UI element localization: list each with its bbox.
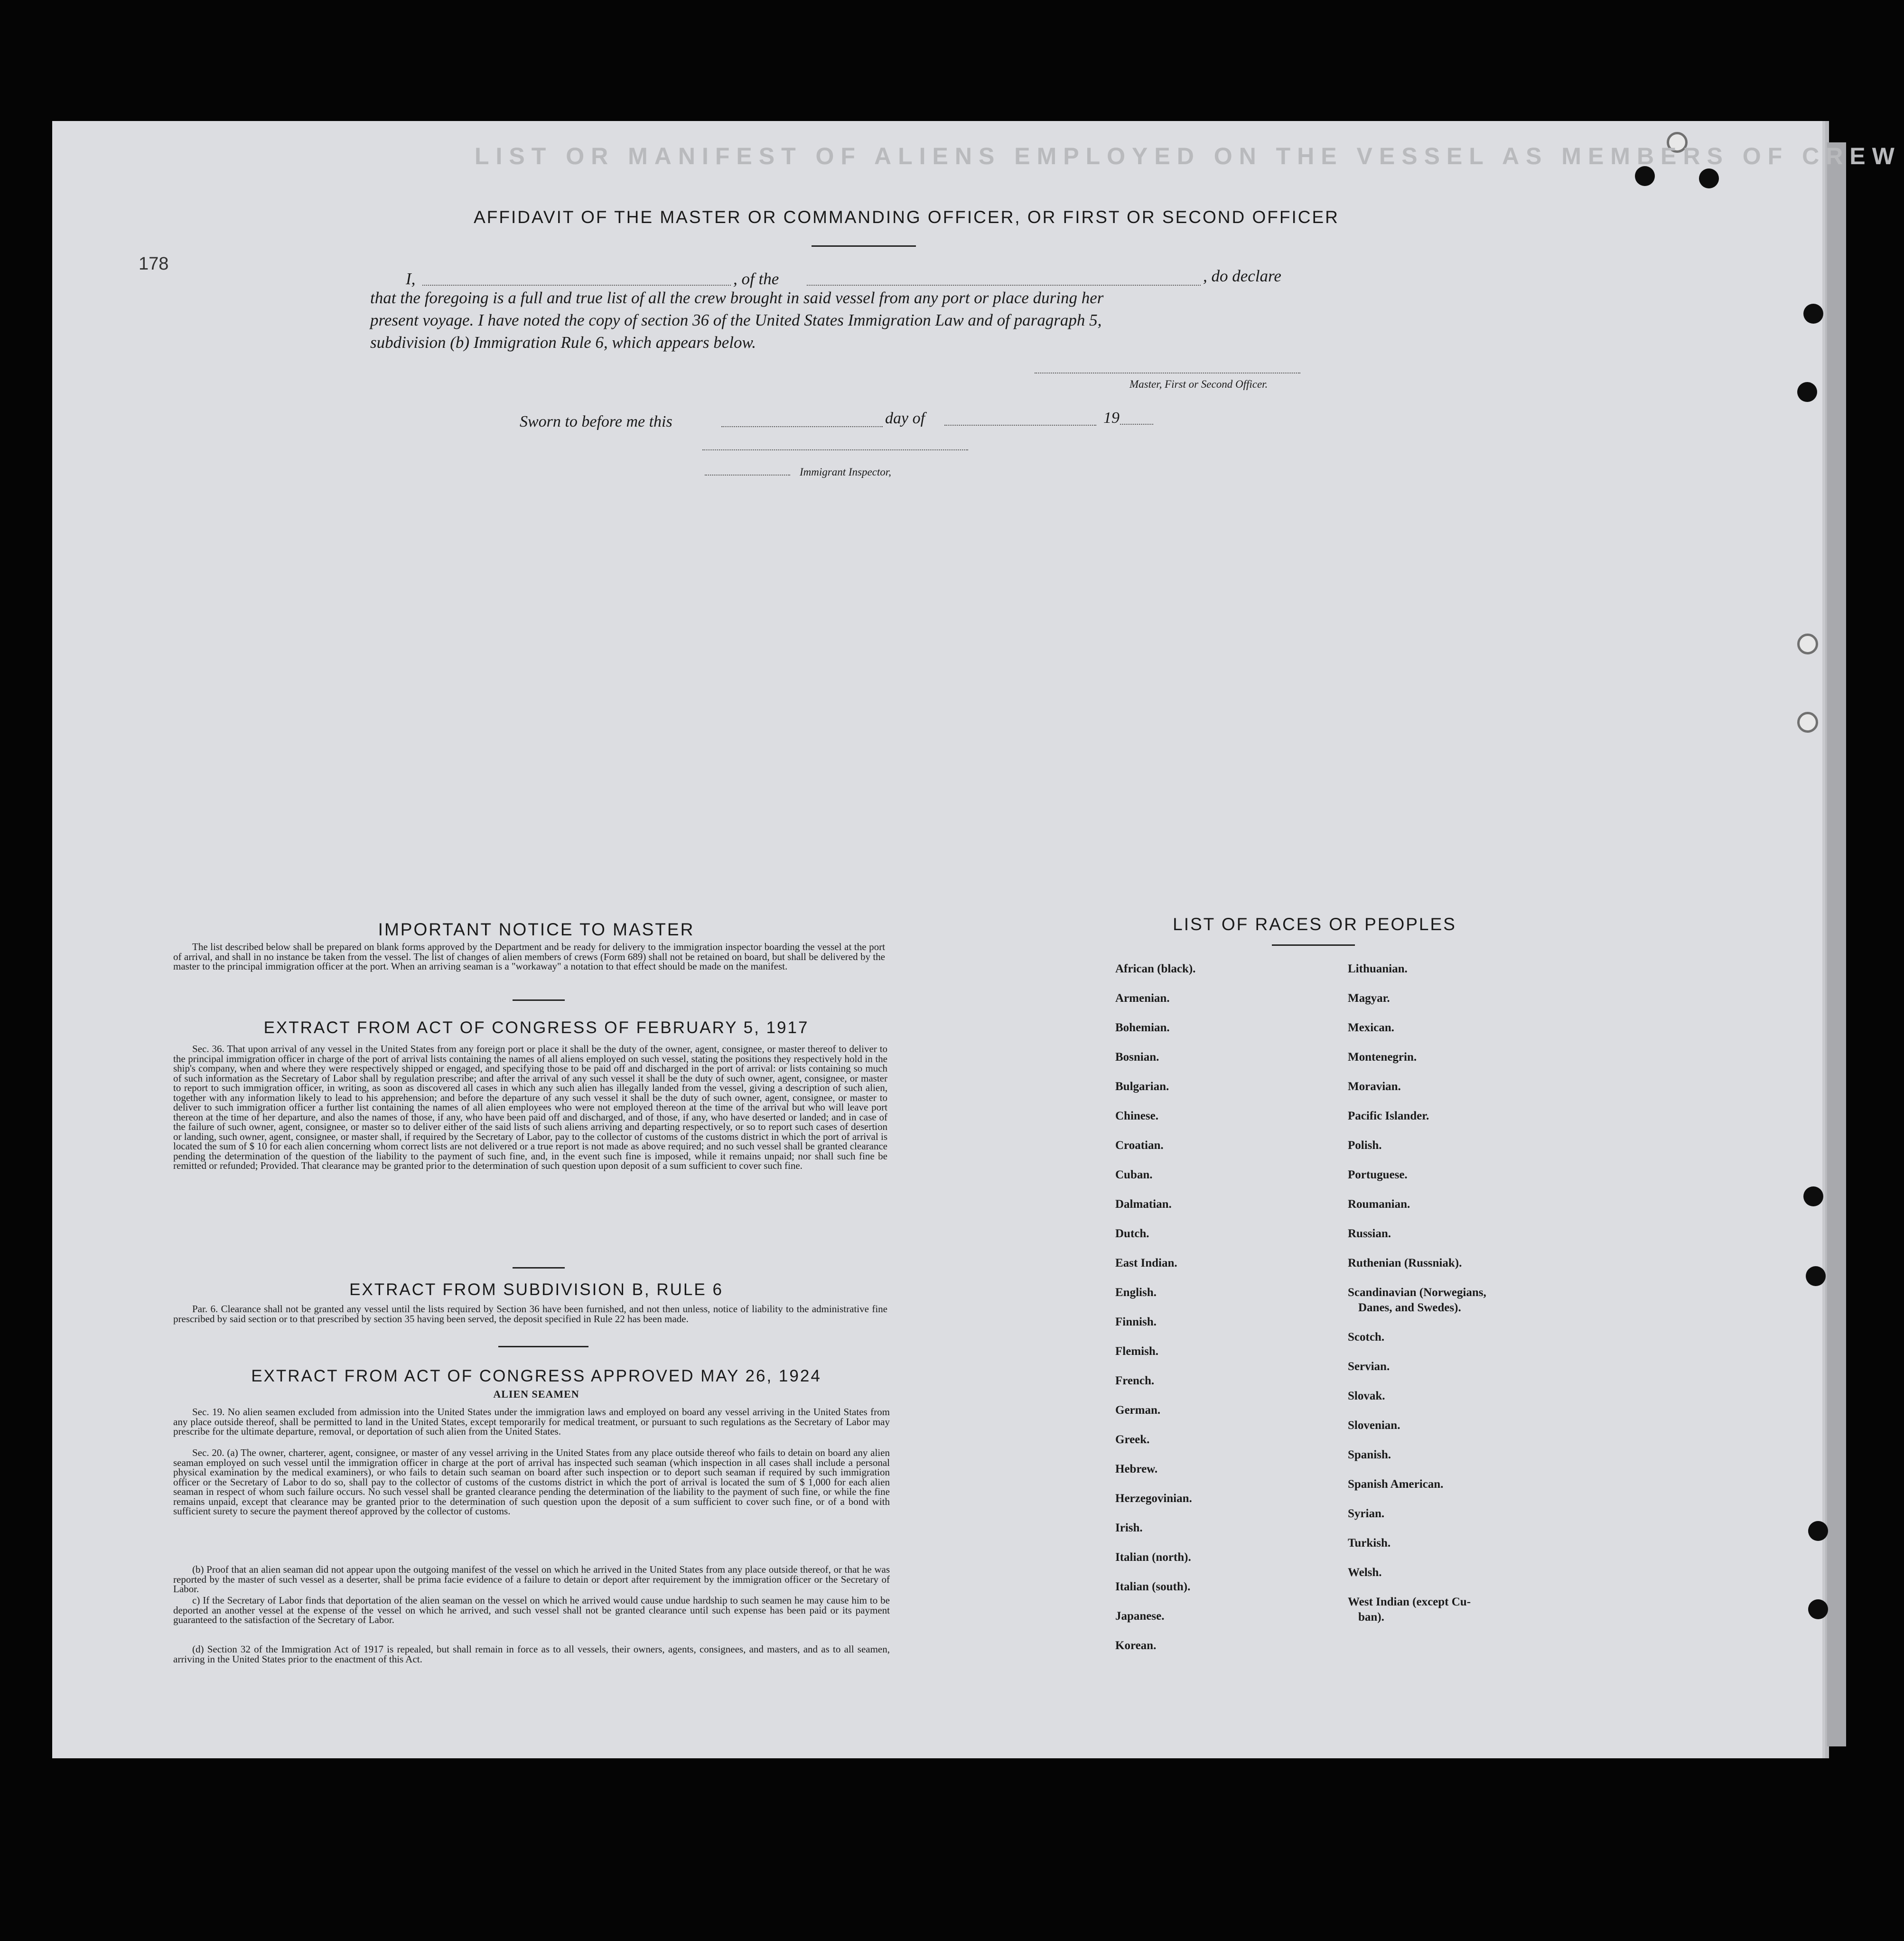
binder-hole [1797, 382, 1817, 402]
extract-rule6-text: Par. 6. Clearance shall not be granted any vessel until the lists required by Section 36 have been furnished, and not then unless, notice of liability to the administrative fine prescribed by said section or to that prescribed by section 35 having been served, the deposit specified in Rule 22 has been made. [173, 1303, 887, 1325]
race-item: Hebrew. [1115, 1463, 1158, 1475]
sworn-year-field[interactable] [1120, 424, 1153, 425]
affidavit-title-rule [812, 245, 916, 247]
race-item: East Indian. [1115, 1257, 1177, 1269]
race-item: Moravian. [1348, 1080, 1401, 1093]
race-item: Montenegrin. [1348, 1051, 1417, 1064]
race-item: Spanish American. [1348, 1478, 1444, 1491]
extract-1924-subtitle: ALIEN SEAMEN [493, 1388, 579, 1400]
binder-hole [1803, 304, 1823, 324]
race-item: ban). [1358, 1611, 1384, 1624]
race-item: Dalmatian. [1115, 1198, 1172, 1211]
race-item: Croatian. [1115, 1139, 1164, 1152]
race-item: Cuban. [1115, 1168, 1153, 1181]
extract-1924-sec20d: (d) Section 32 of the Immigration Act of 1917 is repealed, but shall remain in force as to all vessels, their owners, agents, consignees, and masters, and as to all seamen, arriving in the United States prior to the enactment of this Act. [173, 1643, 890, 1665]
extract-1924-sec20b: (b) Proof that an alien seaman did not appear upon the outgoing manifest of the vessel on which he arrived in the United States from any place outside thereof, or that he was reported by the master of such vessel as a deserter, shall be prima facie evidence of a failure to detain or deport after requirement by the immigration officer or the Secretary of Labor. [173, 1564, 890, 1595]
race-item: Flemish. [1115, 1345, 1158, 1358]
name-field[interactable] [422, 285, 731, 286]
race-item: West Indian (except Cu- [1348, 1596, 1471, 1608]
affidavit-body-line3: present voyage. I have noted the copy of section 36 of the United States Immigration Law and of paragraph 5, [370, 311, 1102, 329]
binder-hole [1803, 1186, 1823, 1206]
extract-rule6-title: EXTRACT FROM SUBDIVISION B, RULE 6 [349, 1280, 723, 1299]
binder-hole-light [1797, 712, 1818, 733]
race-item: Turkish. [1348, 1537, 1391, 1549]
affidavit-title: AFFIDAVIT OF THE MASTER OR COMMANDING OFFICER, OR FIRST OR SECOND OFFICER [474, 207, 1339, 227]
race-item: German. [1115, 1404, 1161, 1417]
race-item: Magyar. [1348, 992, 1390, 1005]
race-item: Bohemian. [1115, 1021, 1170, 1034]
race-item: Mexican. [1348, 1021, 1394, 1034]
race-item: Slovak. [1348, 1390, 1385, 1402]
races-right-column [1348, 962, 1614, 1640]
binder-hole [1808, 1521, 1828, 1541]
race-item: Servian. [1348, 1360, 1390, 1373]
race-item: French. [1115, 1374, 1155, 1387]
race-item: Korean. [1115, 1639, 1157, 1652]
race-item: Portuguese. [1348, 1168, 1408, 1181]
vessel-field[interactable] [807, 285, 1201, 286]
race-item: Armenian. [1115, 992, 1170, 1005]
race-item: Italian (south). [1115, 1580, 1191, 1593]
races-left-column [1115, 962, 1315, 1669]
race-item: English. [1115, 1286, 1157, 1299]
race-item: Pacific Islander. [1348, 1110, 1429, 1122]
race-item: Bosnian. [1115, 1051, 1159, 1064]
race-item: African (black). [1115, 962, 1196, 975]
affidavit-line1-declare: , do declare [1203, 267, 1281, 285]
race-item: Finnish. [1115, 1316, 1157, 1328]
race-item: Greek. [1115, 1433, 1150, 1446]
binder-hole [1808, 1599, 1828, 1619]
race-item: Irish. [1115, 1521, 1143, 1534]
race-item: Scandinavian (Norwegians, [1348, 1286, 1486, 1299]
inspector-signature-field[interactable] [702, 449, 968, 450]
race-item: Japanese. [1115, 1610, 1165, 1623]
extract-1924-sec19: Sec. 19. No alien seamen excluded from admission into the United States under the immigration laws and employed on board any vessel arriving in the United States from any place outside thereof, shall be permitted to land in the United States, except temporarily for medical treatment, or pursuant to such regulations as the Secretary of Labor may prescribe for the ultimate departure, removal, or deportation of such alien from the United States. [173, 1406, 890, 1437]
race-item: Lithuanian. [1348, 962, 1408, 975]
binder-hole-light [1797, 634, 1818, 654]
race-item: Italian (north). [1115, 1551, 1191, 1564]
extract-1917-title: EXTRACT FROM ACT OF CONGRESS OF FEBRUARY 5, 1917 [263, 1018, 809, 1037]
sworn-day-of: day of [885, 410, 925, 427]
affidavit-line1-i: I, [406, 270, 416, 288]
sworn-year: 19 [1103, 409, 1120, 427]
affidavit-body-line2: that the foregoing is a full and true list of all the crew brought in said vessel from any port or place during her [370, 289, 1104, 307]
inspector-field[interactable] [705, 475, 790, 476]
race-item: Chinese. [1115, 1110, 1158, 1122]
sworn-month-field[interactable] [944, 425, 1096, 426]
extract-1917-rule [513, 1267, 565, 1269]
race-item: Scotch. [1348, 1331, 1385, 1344]
sworn-day-field[interactable] [721, 426, 883, 427]
extract-1924-sec20a: Sec. 20. (a) The owner, charterer, agent, consignee, or master of any vessel arriving in the United States from any place outside thereof who fails to detain on board any alien seaman employed on such vessel until the immigration officer in charge at the port of arrival has inspected such seaman (which inspection in all cases shall include a personal physical examination by the medical examiners), or who fails to detain such seaman on board after such inspection or to deport such seaman if required by such immigration officer or the Secretary of Labor to do so, shall pay to the collector of customs of the customs district in which the port of arrival is located the sum of $ 1,000 for each alien seaman in respect of whom such failure occurs. No such vessel shall be granted clearance pending the determination of the liability to the payment of such fine, or while the fine remains unpaid, except that clearance may be granted prior to the determination of such question upon the deposit of a sum sufficient to cover such fine, or of a bond with sufficient surety to secure the payment thereof approved by the collector of customs. [173, 1447, 890, 1517]
notice-rule [513, 999, 565, 1001]
inspector-label: Immigrant Inspector, [800, 466, 891, 478]
race-item: Welsh. [1348, 1566, 1382, 1579]
notice-title: IMPORTANT NOTICE TO MASTER [378, 920, 695, 939]
notice-text: The list described below shall be prepared on blank forms approved by the Department and be ready for delivery to the immigration inspector boarding the vessel at the port of arrival, and shall in no instance be taken from the vessel. The list of changes of alien members of crews (Form 689) shall not be retained on board, but shall be delivered by the master to the principal immigration officer at the port. When an arriving seaman is a "workaway" a notation to that effect should be made on the manifest. [173, 941, 885, 972]
signature-label: Master, First or Second Officer. [1129, 378, 1268, 390]
race-item: Bulgarian. [1115, 1080, 1169, 1093]
affidavit-body-line4: subdivision (b) Immigration Rule 6, which appears below. [370, 333, 756, 352]
race-item: Syrian. [1348, 1507, 1385, 1520]
extract-1917-text: Sec. 36. That upon arrival of any vessel in the United States from any foreign port or place it shall be the duty of the owner, agent, consignee, or master thereof to deliver to the principal immigration officer in charge of the port of arrival lists containing the names of all aliens employed on such vessel, stating the positions they respectively hold in the ship's company, when and where they were respectively shipped or engaged, and specifying those to be paid off and discharged in the port of arrival: or lists containing so much of such information as the Secretary of Labor shall by regulation prescribe; and after the arrival of any such vessel it shall be the duty of such owner, agent, consignee, or master to report to such immigration officer, in writing, as soon as discovered all cases in which any such alien has illegally landed from the vessel, giving a description of such alien, together with any information likely to lead to his apprehension; and before the departure of any such vessel it shall be the duty of such owner, agent, consignee, or master to deliver to such immigration officer a further list containing the names of all alien employees who were not employed thereon at the time of the arrival but who will leave port thereon at the time of her departure, and also the names of those, if any, who have been paid off and discharged, and of those, if any, who have deserted or landed; and in case of the failure of such owner, agent, consignee, or master so to deliver either of the said lists of such aliens arriving and departing respectively, or so to report such cases of desertion or landing, such owner, agent, consignee, or master shall, if required by the Secretary of Labor, pay to the collector of customs of the customs district in which the port of arrival is located the sum of $ 10 for each alien concerning whom correct lists are not delivered or a true report is not made as above required; and no such vessel shall be granted clearance pending the determination of the question of the liability to the payment of such fine, and, in the event such fine is imposed, while it remains unpaid; nor shall such fine be remitted or refunded; Provided. That clearance may be granted prior to the determination of such question upon deposit of a sum sufficient to cover such fine. [173, 1043, 887, 1171]
races-title: LIST OF RACES OR PEOPLES [1173, 915, 1456, 934]
race-item: Slovenian. [1348, 1419, 1400, 1432]
sworn-prefix: Sworn to before me this [520, 413, 672, 430]
extract-1924-sec20c: c) If the Secretary of Labor finds that deportation of the alien seaman on the vessel on which he arrived would cause undue hardship to such seamen he may cause him to be deported an another vessel at the expense of the vessel on which he arrived, and such vessel shall not be granted clearance until such expense has been paid or its payment guaranteed to the satisfaction of the Secretary of Labor. [173, 1595, 890, 1625]
race-item: Spanish. [1348, 1448, 1391, 1461]
page-edge [1827, 142, 1846, 1746]
binder-hole [1699, 168, 1719, 188]
race-item: Herzegovinian. [1115, 1492, 1192, 1505]
extract-1924-title: EXTRACT FROM ACT OF CONGRESS APPROVED MAY 26, 1924 [251, 1367, 821, 1385]
race-item: Roumanian. [1348, 1198, 1410, 1211]
races-title-rule [1272, 944, 1355, 946]
race-item: Russian. [1348, 1227, 1391, 1240]
bleed-through-header: LIST OR MANIFEST OF ALIENS EMPLOYED ON THE VESSEL AS MEMBERS OF CREW [475, 143, 1901, 169]
affidavit-line1-of-the: , of the [733, 270, 779, 288]
margin-number: 178 [139, 254, 169, 274]
binder-hole [1806, 1266, 1826, 1286]
extract-rule6-rule [498, 1346, 588, 1347]
race-item: Ruthenian (Russniak). [1348, 1257, 1462, 1269]
race-item: Polish. [1348, 1139, 1382, 1152]
race-item: Danes, and Swedes). [1358, 1301, 1461, 1314]
race-item: Dutch. [1115, 1227, 1149, 1240]
